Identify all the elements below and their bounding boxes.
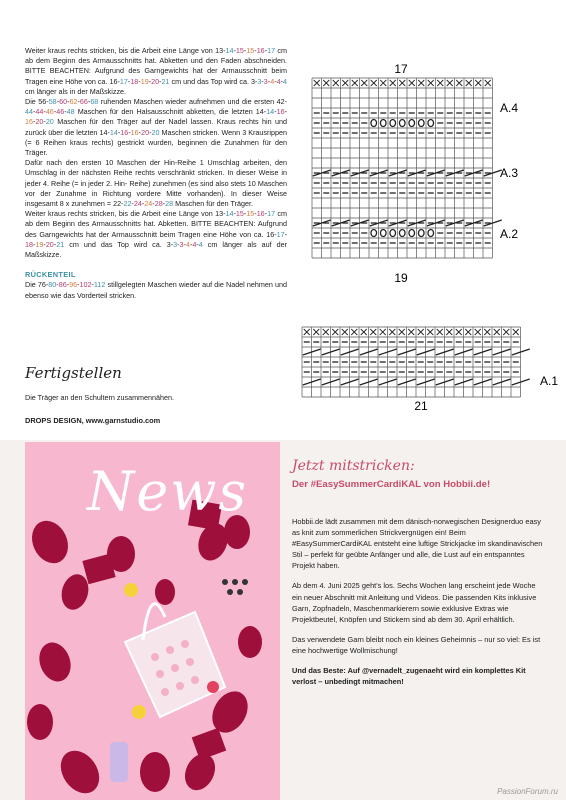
p4-run-2: -: [233, 209, 236, 219]
p4-run-13: 18: [25, 239, 33, 249]
p1-run-8: -: [264, 46, 268, 55]
paragraph-2: [25, 97, 287, 158]
p2-run-7: 66: [79, 97, 88, 107]
p5-run-6: -: [77, 280, 80, 290]
p4-run-20: cm und das Top wird ca. 3-: [64, 239, 174, 249]
p2-run-25: 16: [25, 117, 33, 127]
p2-run-13: 44: [35, 107, 44, 117]
p1-run-9: 17: [267, 46, 276, 55]
p2-run-29: 20: [45, 117, 54, 127]
p4-run-1: 14: [225, 209, 234, 219]
p4-run-28: -: [196, 239, 199, 249]
p4-run-27: 4: [192, 239, 197, 249]
p1-run-27: 4: [276, 76, 281, 86]
chart-label-a3: A.3: [500, 166, 519, 180]
p4-run-8: -: [264, 209, 268, 219]
chart-label-a2: A.2: [500, 227, 519, 241]
p2-run-34: -: [128, 127, 131, 137]
p1-run-26: -: [274, 76, 277, 86]
p2-run-31: 14: [109, 127, 118, 137]
p4-run-0: Weiter kraus rechts stricken, bis die Arbeit eine Länge von 13-: [25, 209, 226, 219]
p1-run-15: 19: [140, 76, 149, 86]
p5-run-2: -: [56, 280, 59, 290]
news-article: [292, 458, 546, 696]
p3-run-3: 24: [133, 199, 142, 209]
p4-run-17: 20: [45, 239, 54, 249]
p2-run-22: -: [274, 107, 277, 117]
paragraph-1: [25, 46, 287, 97]
p1-run-4: -: [243, 46, 247, 55]
p3-run-7: 28: [154, 199, 163, 209]
p4-run-3: 15: [235, 209, 244, 219]
paragraph-3: [25, 158, 287, 209]
p4-run-23: 3: [179, 239, 184, 249]
p3-run-10: Maschen für den Träger.: [173, 199, 254, 209]
p1-run-7: 16: [256, 46, 265, 55]
p2-run-1: 58: [48, 97, 57, 107]
p1-run-29: 4: [283, 76, 288, 86]
p5-run-8: -: [91, 280, 94, 290]
instructions-column: [25, 46, 287, 301]
p5-run-4: -: [66, 280, 70, 290]
p5-run-10: stillgelegten Maschen wieder auf die Nadel nehmen und ebenso wie das Vorderteil stricken.: [25, 280, 287, 300]
p2-run-27: 20: [35, 117, 44, 127]
p4-run-18: -: [53, 239, 57, 249]
p2-run-39: 20: [151, 127, 160, 137]
p1-run-25: 4: [270, 76, 275, 86]
p4-run-5: 15: [246, 209, 255, 219]
p1-run-24: -: [267, 76, 271, 86]
p4-run-12: -: [284, 229, 287, 239]
p4-run-4: -: [243, 209, 247, 219]
p2-run-32: -: [117, 127, 121, 137]
p1-run-21: 3: [257, 76, 262, 86]
p2-run-8: -: [87, 97, 91, 107]
p4-run-11: 17: [276, 229, 285, 239]
p1-run-1: 14: [225, 46, 234, 55]
paragraph-5: [25, 280, 287, 300]
p1-run-23: 3: [263, 76, 268, 86]
p1-run-12: -: [127, 76, 131, 86]
p5-run-1: 80: [48, 280, 57, 290]
paragraph-4: [25, 209, 287, 260]
p2-run-6: -: [77, 97, 80, 107]
fertigstellen-heading: Fertigstellen: [25, 364, 122, 382]
p4-run-29: 4: [198, 239, 203, 249]
p1-run-2: -: [233, 46, 236, 55]
p2-run-11: 44: [25, 107, 33, 117]
news-paragraph-4: Und das Beste: Auf @vernadelt_zugenaeht wird ein komplettes Kit verlost – unbedingt mitmachen!: [292, 666, 526, 687]
watermark: PassionForum.ru: [497, 787, 558, 796]
news-body: [292, 516, 546, 687]
p4-run-30: cm länger als auf der Maßskizze.: [25, 239, 287, 260]
p3-run-4: -: [141, 199, 145, 209]
p4-run-16: -: [43, 239, 46, 249]
p4-run-26: -: [189, 239, 193, 249]
p1-run-30: cm länger als in der Maßskizze.: [25, 86, 127, 96]
p2-run-40: Maschen stricken. Wenn 3 Krausrippen (= 6 Reihen kraus rechts) gestrickt wurden, beginnen die Zunahmen für den Träger.: [25, 127, 287, 158]
p2-run-20: Maschen für den Halsausschnitt abketten, die letzten 14-: [74, 107, 267, 117]
p2-run-26: -: [33, 117, 36, 127]
p2-run-37: 20: [141, 127, 150, 137]
p2-run-18: -: [64, 107, 67, 117]
p1-run-5: 15: [246, 46, 255, 55]
p4-run-15: 19: [35, 239, 44, 249]
p1-run-17: 20: [151, 76, 160, 86]
p2-run-2: -: [56, 97, 60, 107]
p2-run-10: ruhenden Maschen wieder aufnehmen und die ersten 42-: [98, 97, 287, 107]
news-photo: [25, 442, 280, 800]
p3-run-5: 24: [144, 199, 153, 209]
p1-run-10: cm ab dem Beginn des Armausschnitts hat. Abketten und den Faden abschneiden. BITTE BEACHTEN: Aufgrund des Garngewichts hat der Armausschnitt beim Tragen eine Höhe von ca. 16-: [25, 46, 287, 86]
drops-design-credit: DROPS DESIGN, www.garnstudio.com: [25, 416, 161, 425]
p4-run-9: 17: [267, 209, 276, 219]
p4-run-19: 21: [56, 239, 65, 249]
p1-run-20: cm und das Top wird ca. 3-: [169, 76, 258, 86]
p2-run-17: 46: [56, 107, 65, 117]
chart-count-17: 17: [394, 62, 408, 76]
p1-run-16: -: [148, 76, 152, 86]
p2-run-28: -: [43, 117, 46, 127]
p2-run-33: 16: [120, 127, 129, 137]
p2-run-14: -: [43, 107, 46, 117]
p2-run-0: Die 56-: [25, 97, 49, 107]
chart-label-a4: A.4: [500, 101, 519, 115]
p4-run-21: 3: [173, 239, 178, 249]
news-paragraph-1: Hobbii.de lädt zusammen mit dem dänisch-norwegischen Designerduo easy as knit zum sommerlichen Strickvergnügen ein! Beim #EasySummerCardiKAL entsteht eine luftige Strickjacke im skandinavischen Stil – perfekt für geübte Anfänger und alle, die Lust auf ein entspanntes Projekt haben.: [292, 517, 543, 571]
p5-run-3: 86: [58, 280, 67, 290]
p2-run-24: -: [284, 107, 287, 117]
p1-run-13: 18: [130, 76, 139, 86]
p2-run-9: 68: [90, 97, 99, 107]
chart-label-a1: A.1: [540, 374, 559, 388]
p2-run-36: -: [138, 127, 142, 137]
p2-run-21: 14: [266, 107, 275, 117]
news-paragraph-2: Ab dem 4. Juni 2025 geht's los. Sechs Wochen lang erscheint jede Woche ein neuer Abschnitt mit Anleitung und Videos. Die passenden Kits inklusive Garn, Zopfnadeln, Maschenmarkierern sowie exklusive Extras wie Projektbeutel, Knöpfen und Stickern sind ab dem 30. April erhältlich.: [292, 581, 537, 624]
p2-run-23: 16: [276, 107, 285, 117]
p2-run-5: 62: [69, 97, 78, 107]
p2-run-4: -: [67, 97, 70, 107]
news-paragraph-3: Das verwendete Garn bleibt noch ein kleines Geheimnis – nur so viel: Es ist eine hochwertige Wollmischung!: [292, 634, 541, 655]
p1-run-6: -: [254, 46, 257, 55]
p4-run-25: 4: [185, 239, 190, 249]
p2-run-38: -: [149, 127, 152, 137]
p5-run-9: 112: [93, 280, 106, 290]
p4-run-10: cm ab dem Beginn des Armausschnitts hat. Abketten. BITTE BEACHTEN: Aufgrund des Garngewichts hat der Armausschnitt beim Tragen eine Höhe von ca. 16-: [25, 209, 287, 239]
section-title-rueckenteil: RÜCKENTEIL: [25, 270, 76, 280]
p3-run-8: -: [162, 199, 166, 209]
p1-run-11: 17: [119, 76, 128, 86]
p2-run-15: 46: [45, 107, 54, 117]
p5-run-0: Die 76-: [25, 280, 49, 290]
chart-count-21: 21: [414, 399, 428, 413]
p1-run-19: 21: [161, 76, 170, 86]
fertigstellen-text: Die Träger an den Schultern zusammennähen.: [25, 393, 175, 402]
p2-run-30: Maschen für den Träger auf der Nadel lassen. Kraus rechts hin und zurück über die letzten 14-: [25, 117, 287, 137]
p2-run-12: -: [33, 107, 36, 117]
p3-run-2: -: [131, 199, 134, 209]
news-headline: Der #EasySummerCardiKAL von Hobbii.de!: [292, 479, 491, 490]
p1-run-14: -: [138, 76, 141, 86]
p4-run-7: 16: [256, 209, 265, 219]
p3-run-6: -: [152, 199, 155, 209]
p1-run-0: Weiter kraus rechts stricken, bis die Arbeit eine Länge von 13-: [25, 46, 226, 55]
p1-run-22: -: [261, 76, 264, 86]
news-kicker: Jetzt mitstricken:: [292, 458, 415, 474]
p4-run-22: -: [177, 239, 180, 249]
p2-run-19: 48: [66, 107, 75, 117]
p4-run-24: -: [183, 239, 186, 249]
p5-run-5: 96: [69, 280, 78, 290]
p3-run-1: 22: [123, 199, 132, 209]
p3-run-9: 28: [165, 199, 174, 209]
knitting-chart: [300, 44, 559, 419]
news-photo-title: News: [87, 460, 249, 523]
p4-run-6: -: [254, 209, 257, 219]
p5-run-7: 102: [79, 280, 92, 290]
p2-run-35: 16: [130, 127, 139, 137]
p1-run-18: -: [159, 76, 162, 86]
p2-run-16: -: [53, 107, 57, 117]
p1-run-3: 15: [235, 46, 244, 55]
p4-run-14: -: [33, 239, 36, 249]
chart-count-19: 19: [394, 271, 408, 285]
p2-run-3: 60: [59, 97, 68, 107]
p3-run-0: Dafür nach den ersten 10 Maschen der Hin-Reihe 1 Umschlag arbeiten, den Umschlag in der nächsten Reihe rechts verschränkt stricken. In dieser Weise in jeder 4. Reihe (= in jeder 2. Hin- Reihe) zunehmen (es sind also stets 10 Maschen vor der Zunahme in Richtung vordere Mitte vorhanden). In dieser Weise insgesamt 8 x zunehmen = 22-: [25, 158, 287, 209]
p1-run-28: -: [280, 76, 284, 86]
